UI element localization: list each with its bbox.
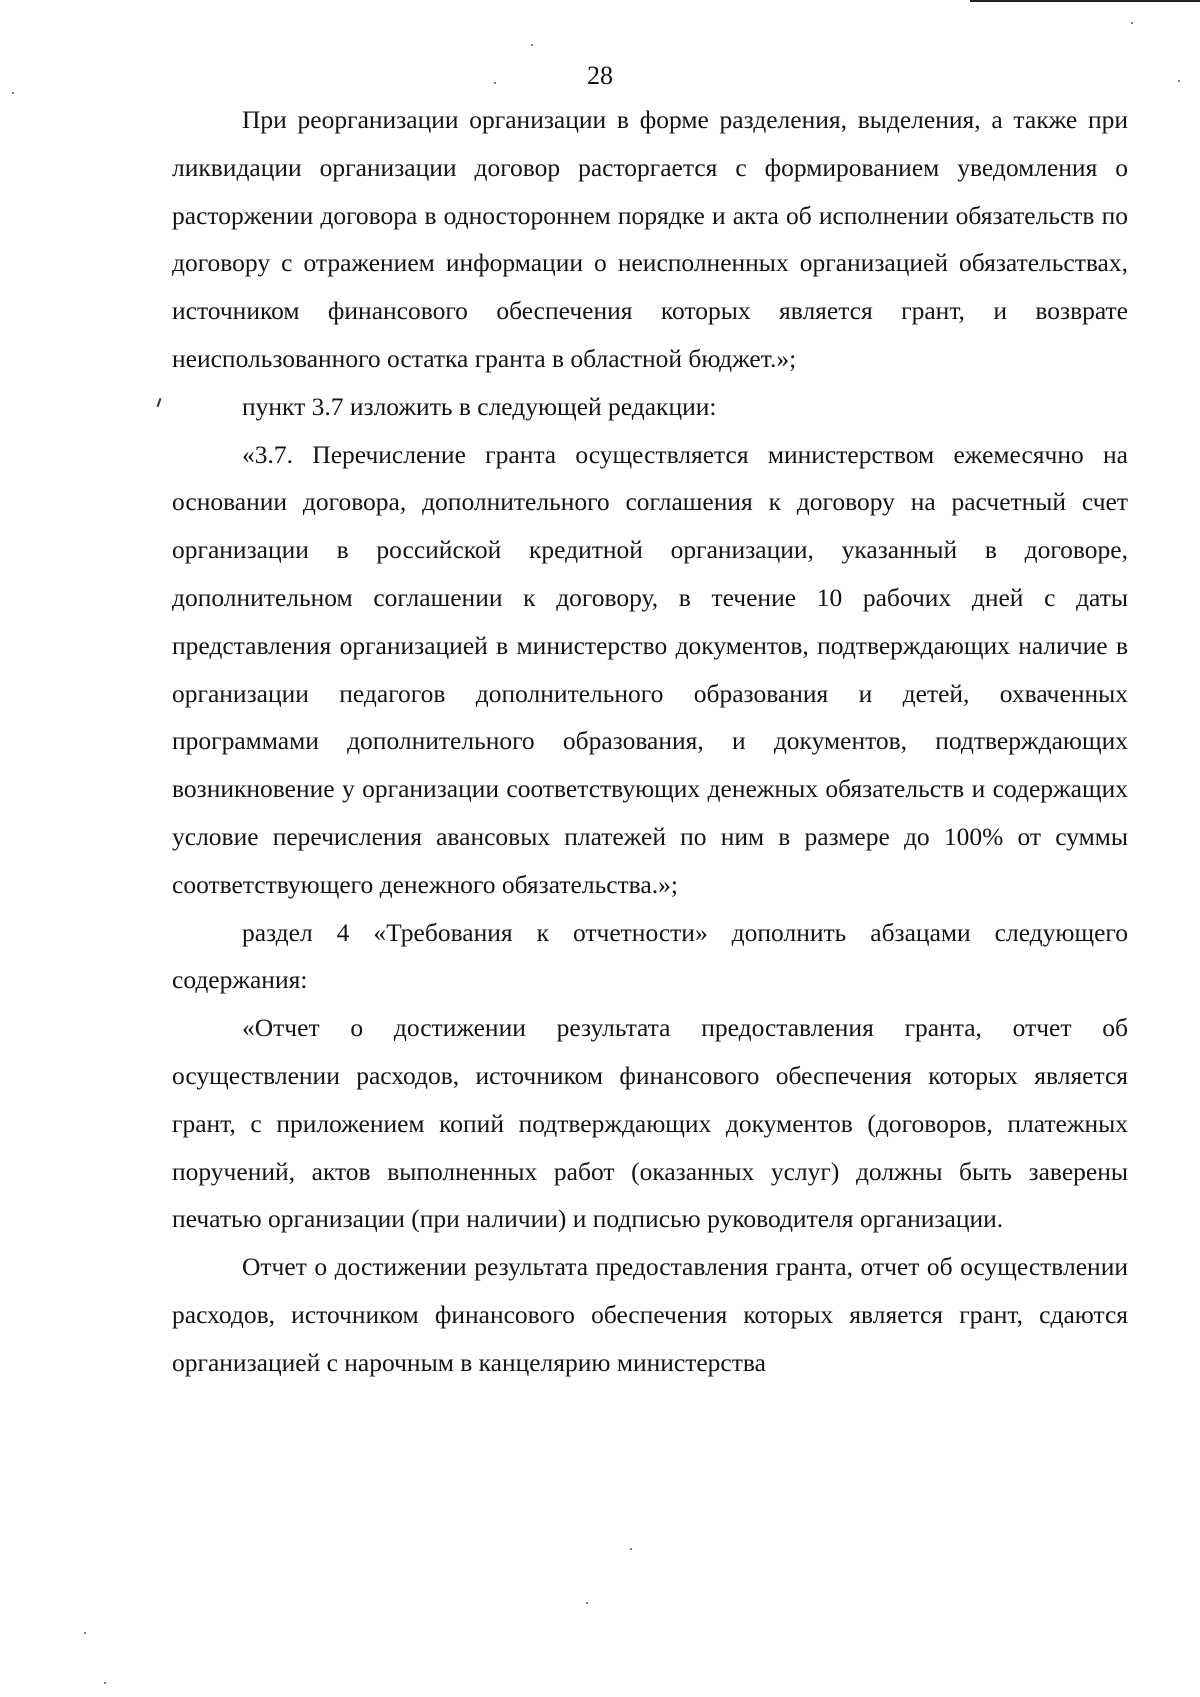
scan-speck <box>586 1602 588 1604</box>
paragraph-section-4-intro: раздел 4 «Требования к отчетности» дополнить абзацами следующего содержания: <box>172 917 1128 995</box>
scan-speck <box>1131 22 1133 24</box>
scan-speck <box>494 82 496 84</box>
paragraph-reorganization: При реорганизации организации в форме разделения, выделения, а также при ликвидации организации договор расторгается с формированием уведомления о расторжении договора в одностороннем порядке и акта об исполнении обязательств по договору с отражением информации о неисполненных организацией обязательствах, источником финансового обеспечения которых является грант, и возврате неиспользованного остатка гранта в областной бюджет.»; <box>172 105 1128 373</box>
scan-speck <box>630 1548 632 1550</box>
paragraph-clause-3-7: «3.7. Перечисление гранта осуществляется министерством ежемесячно на основании договора, дополнительного соглашения к договору на расчетный счет организации в российской кредитной организации, указанный в договоре, дополнительном соглашении к договору, в течение 10 рабочих дней с даты представления организацией в министерство документов, подтверждающих наличие в организации педагогов дополнительного образования и детей, охваченных программами дополнительного образования, и документов, подтверждающих возникновение у организации соответствующих денежных обязательств и содержащих условие перечисления авансовых платежей по ним в размере до 100% от суммы соответствующего денежного обязательства.»; <box>172 439 1128 899</box>
scan-speck <box>84 1632 86 1634</box>
scan-edge-line <box>970 0 1200 2</box>
paragraph-report-certification: «Отчет о достижении результата предоставления гранта, отчет об осуществлении расходов, источником финансового обеспечения которых является грант, с приложением копий подтверждающих документов (договоров, платежных поручений, актов выполненных работ (оказанных услуг) должны быть заверены печатью организации (при наличии) и подписью руководителя организации. <box>172 1013 1128 1234</box>
paragraph-report-submission: Отчет о достижении результата предоставления гранта, отчет об осуществлении расходов, источником финансового обеспечения которых является грант, сдаются организацией с нарочным в канцелярию министерства <box>172 1252 1128 1377</box>
scan-speck <box>12 92 14 94</box>
scan-speck <box>1178 80 1180 82</box>
margin-mark <box>157 398 162 407</box>
page-number: 28 <box>587 61 613 90</box>
paragraph-clause-3-7-intro: пункт 3.7 изложить в следующей редакции: <box>242 391 717 421</box>
scan-speck <box>531 44 533 46</box>
scan-speck <box>104 1682 106 1684</box>
document-body <box>172 96 1128 1387</box>
